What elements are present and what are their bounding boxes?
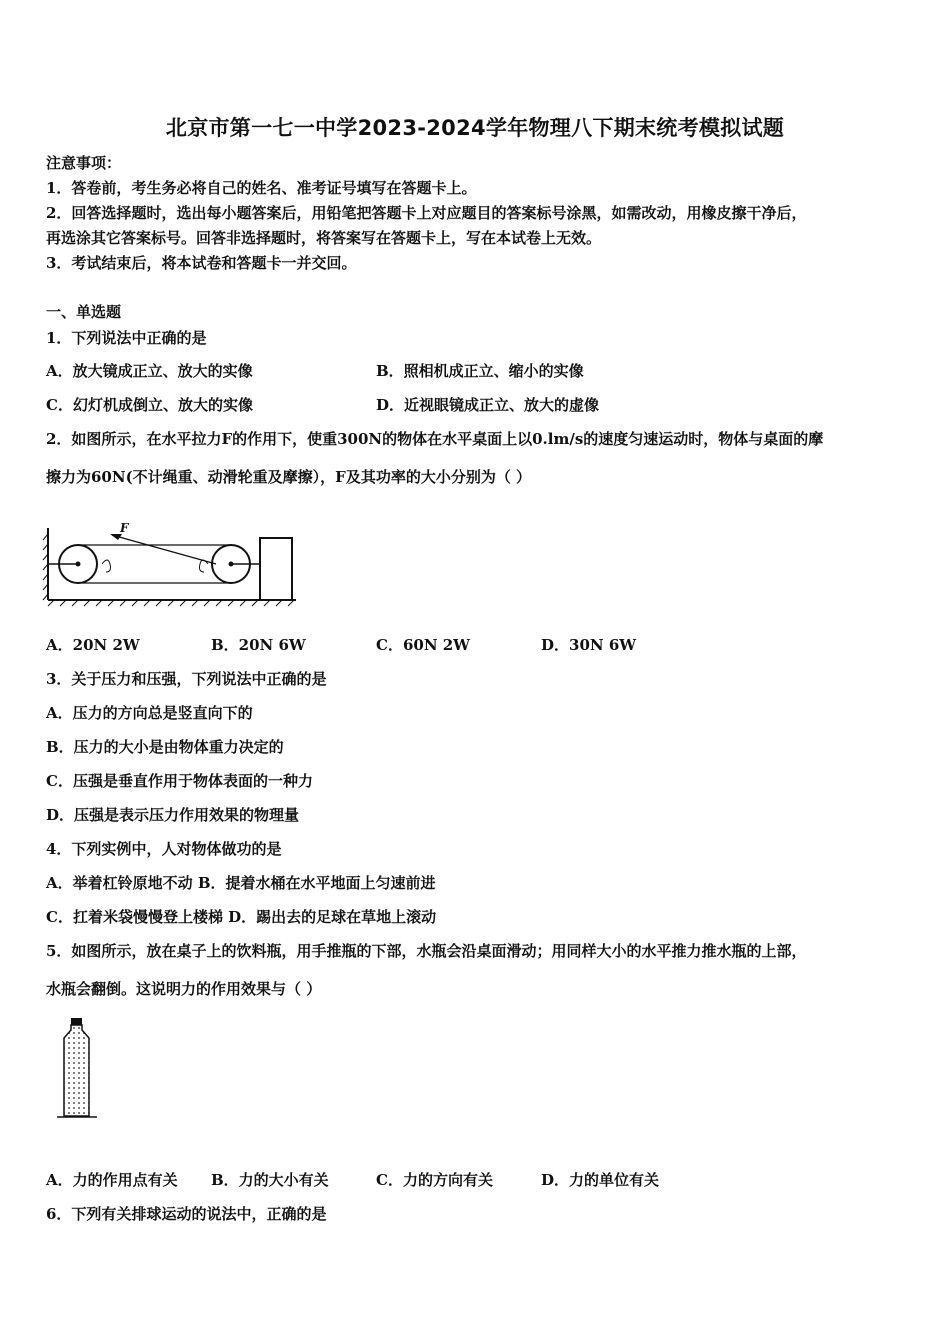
question-2-stem: 2．如图所示，在水平拉力F的作用下，使重300N的物体在水平桌面上以0.lm/s的速度匀速运动时，物体与桌面的摩 <box>46 430 824 448</box>
q5-option-c: C．力的方向有关 <box>376 1171 493 1189</box>
notice-item: 再选涂其它答案标号。回答非选择题时，将答案写在答题卡上，写在本试卷上无效。 <box>46 229 602 247</box>
force-label: F <box>120 521 129 535</box>
q3-option-d: D．压强是表示压力作用效果的物理量 <box>46 806 300 824</box>
q1-option-c: C．幻灯机成倒立、放大的实像 <box>46 396 253 414</box>
bottle-figure <box>52 1016 102 1124</box>
q4-options-row-2: C．扛着米袋慢慢登上楼梯 D．踢出去的足球在草地上滚动 <box>46 908 437 926</box>
notice-item: 2．回答选择题时，选出每小题答案后，用铅笔把答题卡上对应题目的答案标号涂黑，如需改动，用橡皮擦干净后， <box>46 204 807 222</box>
question-2-stem-cont: 擦力为60N(不计绳重、动滑轮重及摩擦），F及其功率的大小分别为（ ） <box>46 468 532 486</box>
question-3-stem: 3．关于压力和压强，下列说法中正确的是 <box>46 670 327 688</box>
q5-option-b: B．力的大小有关 <box>211 1171 329 1189</box>
question-1-stem: 1．下列说法中正确的是 <box>46 329 207 347</box>
question-5-stem: 5．如图所示，放在桌子上的饮料瓶，用手推瓶的下部，水瓶会沿桌面滑动；用同样大小的水平推力推水瓶的上部， <box>46 942 807 960</box>
q3-option-b: B．压力的大小是由物体重力决定的 <box>46 738 284 756</box>
q2-option-b: B．20N 6W <box>211 636 306 654</box>
notice-item: 3．考试结束后，将本试卷和答题卡一并交回。 <box>46 254 357 272</box>
section-heading: 一、单选题 <box>46 303 122 321</box>
question-5-stem-cont: 水瓶会翻倒。这说明力的作用效果与（ ） <box>46 980 322 998</box>
q3-option-a: A．压力的方向总是竖直向下的 <box>46 704 253 722</box>
pulley-figure <box>40 520 302 612</box>
notice-heading: 注意事项： <box>46 154 122 172</box>
q2-option-c: C．60N 2W <box>376 636 471 654</box>
notice-item: 1．答卷前，考生务必将自己的姓名、准考证号填写在答题卡上。 <box>46 179 477 197</box>
q1-option-d: D．近视眼镜成正立、放大的虚像 <box>376 396 600 414</box>
q2-option-a: A．20N 2W <box>46 636 140 654</box>
q1-option-b: B．照相机成正立、缩小的实像 <box>376 362 584 380</box>
q3-option-c: C．压强是垂直作用于物体表面的一种力 <box>46 772 313 790</box>
q5-option-a: A．力的作用点有关 <box>46 1171 178 1189</box>
q2-option-d: D．30N 6W <box>541 636 637 654</box>
question-6-stem: 6．下列有关排球运动的说法中，正确的是 <box>46 1205 327 1223</box>
page-title: 北京市第一七一中学2023-2024学年物理八下期末统考模拟试题 <box>165 116 785 140</box>
q4-options-row-1: A．举着杠铃原地不动 B．提着水桶在水平地面上匀速前进 <box>46 874 436 892</box>
question-4-stem: 4．下列实例中，人对物体做功的是 <box>46 840 282 858</box>
q1-option-a: A．放大镜成正立、放大的实像 <box>46 362 253 380</box>
q5-option-d: D．力的单位有关 <box>541 1171 660 1189</box>
